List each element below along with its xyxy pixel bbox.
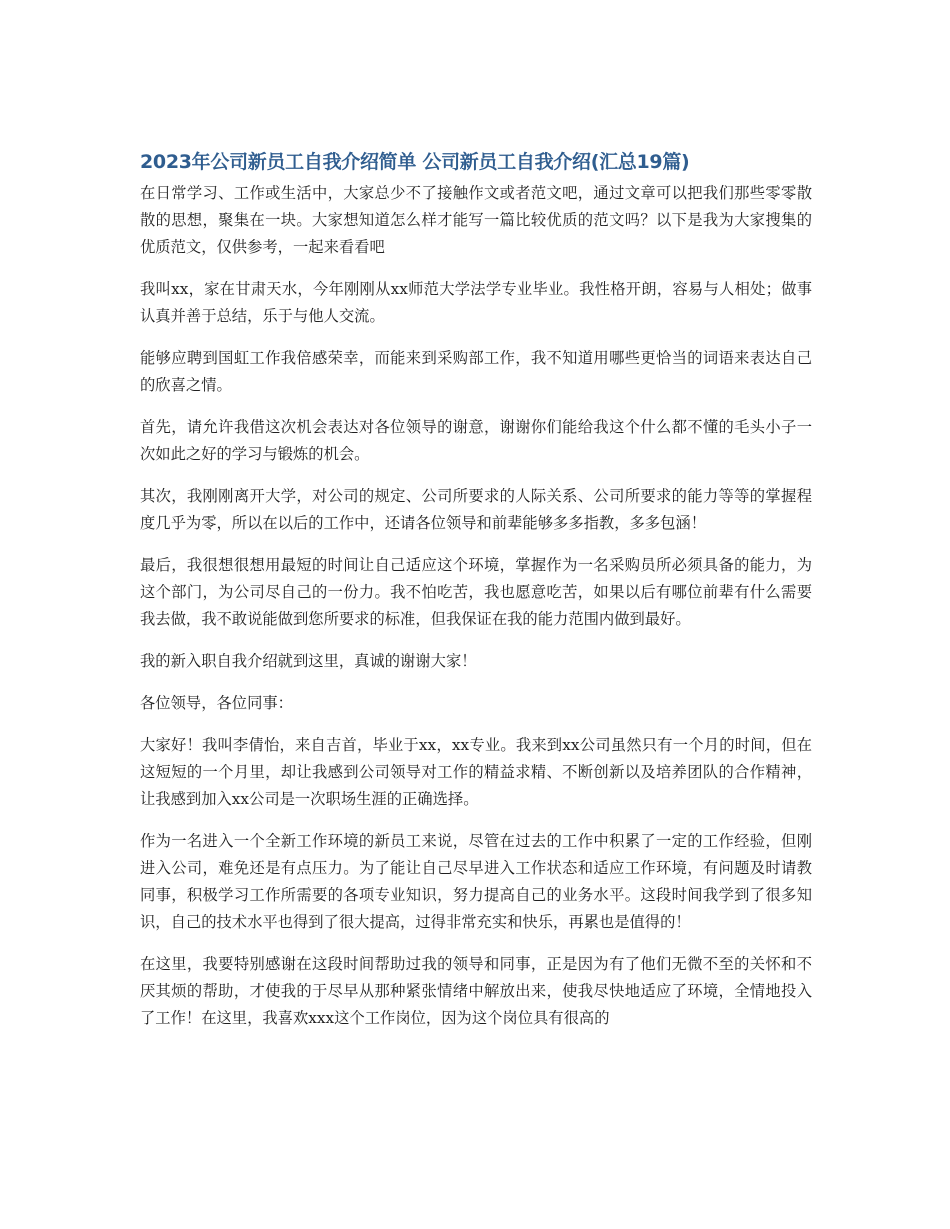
paragraph: 最后，我很想很想用最短的时间让自己适应这个环境，掌握作为一名采购员所必须具备的能力，为这个部门，为公司尽自己的一份力。我不怕吃苦，我也愿意吃苦，如果以后有哪位前辈有什么需要我去做，我不敢说能做到您所要求的标准，但我保证在我的能力范围内做到最好。	[140, 556, 812, 628]
paragraph: 作为一名进入一个全新工作环境的新员工来说，尽管在过去的工作中积累了一定的工作经验，但刚进入公司，难免还是有点压力。为了能让自己尽早进入工作状态和适应工作环境，有问题及时请教同事，积极学习工作所需要的各项专业知识，努力提高自己的业务水平。这段时间我学到了很多知识，自己的技术水平也得到了很大提高，过得非常充实和快乐，再累也是值得的！	[140, 832, 812, 931]
document-page	[140, 148, 812, 1047]
paragraph: 其次，我刚刚离开大学，对公司的规定、公司所要求的人际关系、公司所要求的能力等等的掌握程度几乎为零，所以在以后的工作中，还请各位领导和前辈能够多多指教，多多包涵！	[140, 487, 812, 532]
paragraph: 在这里，我要特别感谢在这段时间帮助过我的领导和同事，正是因为有了他们无微不至的关怀和不厌其烦的帮助，才使我的于尽早从那种紧张情绪中解放出来，使我尽快地适应了环境，全情地投入了工作！在这里，我喜欢xxx这个工作岗位，因为这个岗位具有很高的	[140, 955, 812, 1027]
paragraph-intro: 在日常学习、工作或生活中，大家总少不了接触作文或者范文吧，通过文章可以把我们那些零零散散的思想，聚集在一块。大家想知道怎么样才能写一篇比较优质的范文吗？以下是我为大家搜集的优质范文，仅供参考，一起来看看吧	[140, 184, 812, 256]
paragraph: 我的新入职自我介绍就到这里，真诚的谢谢大家！	[140, 652, 477, 670]
paragraph: 首先，请允许我借这次机会表达对各位领导的谢意，谢谢你们能给我这个什么都不懂的毛头小子一次如此之好的学习与锻炼的机会。	[140, 418, 812, 463]
paragraph: 能够应聘到国虹工作我倍感荣幸，而能来到采购部工作，我不知道用哪些更恰当的词语来表达自己的欣喜之情。	[140, 349, 812, 394]
paragraph: 我叫xx，家在甘肃天水，今年刚刚从xx师范大学法学专业毕业。我性格开朗，容易与人相处；做事认真并善于总结，乐于与他人交流。	[140, 280, 812, 325]
document-title: 2023年公司新员工自我介绍简单 公司新员工自我介绍(汇总19篇)	[140, 151, 690, 173]
paragraph: 大家好！我叫李倩怡，来自吉首，毕业于xx，xx专业。我来到xx公司虽然只有一个月的时间，但在这短短的一个月里，却让我感到公司领导对工作的精益求精、不断创新以及培养团队的合作精神，让我感到加入xx公司是一次职场生涯的正确选择。	[140, 736, 812, 808]
paragraph-greeting: 各位领导，各位同事：	[140, 694, 293, 712]
